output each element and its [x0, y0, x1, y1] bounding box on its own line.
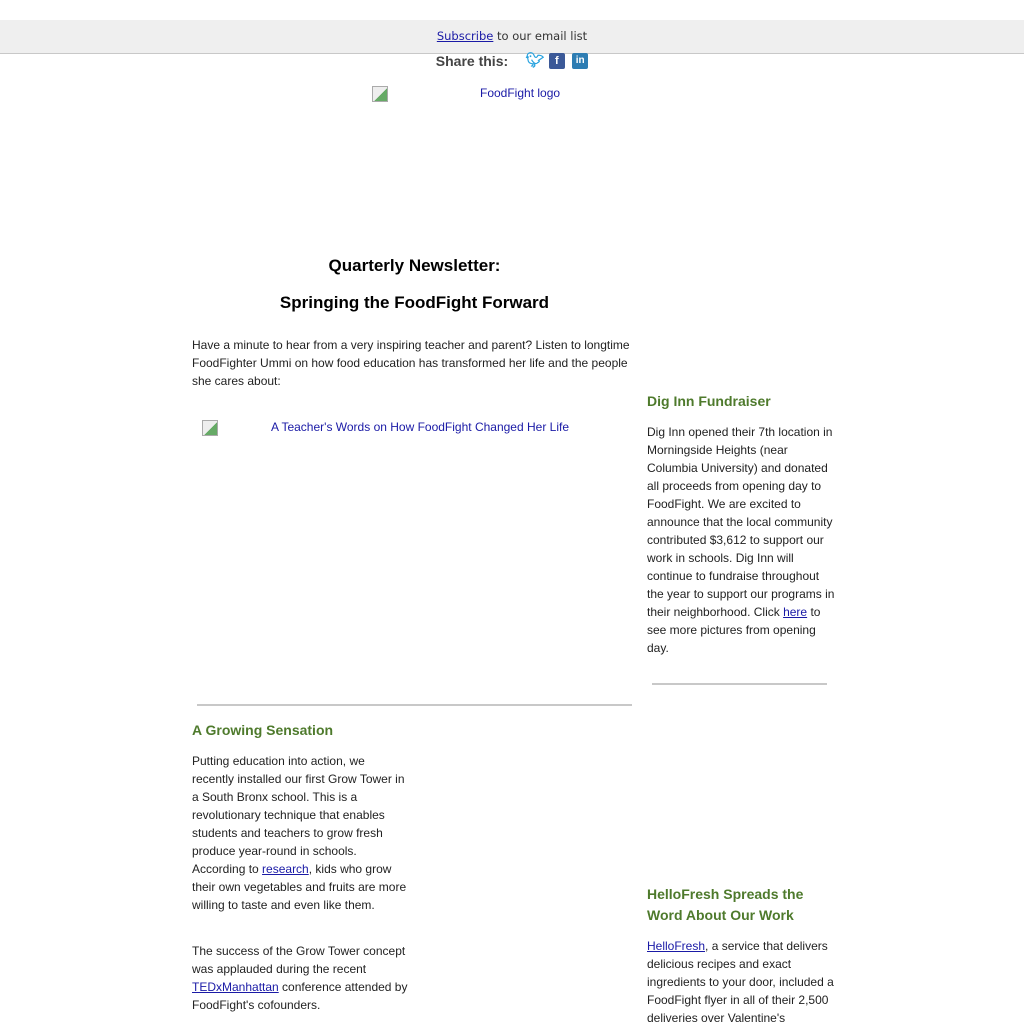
- hellofresh-heading: HelloFresh Spreads the Word About Our Work: [647, 886, 804, 923]
- video-image-link[interactable]: [202, 420, 602, 436]
- dig-inn-heading: Dig Inn Fundraiser: [647, 393, 771, 409]
- dig-inn-text-after: to see more pictures from opening day.: [647, 605, 821, 655]
- broken-image-icon: [372, 86, 388, 102]
- logo-image: [372, 86, 572, 102]
- share-bar: [0, 53, 1024, 75]
- logo-alt-text: FoodFight logo: [480, 86, 561, 101]
- divider: [197, 704, 632, 706]
- text: The success of the Grow Tower concept was applauded during the recent: [192, 944, 406, 976]
- subscribe-text: to our email list: [493, 29, 588, 43]
- linkedin-icon[interactable]: in: [572, 53, 588, 69]
- text: , a service that delivers delicious recipes and exact ingredients to your door, included a FoodFight flyer in all of their 2,500 deliveries over Valentine's: [647, 939, 834, 1025]
- growing-paragraph-1: [192, 752, 409, 914]
- tedx-link[interactable]: TEDxManhattan: [192, 980, 279, 994]
- text: conference attended by FoodFight's cofounders.: [192, 980, 408, 1012]
- hellofresh-paragraph: [647, 937, 835, 1027]
- hellofresh-link[interactable]: HelloFresh: [647, 939, 706, 953]
- dig-inn-text: Dig Inn opened their 7th location in Morningside Heights (near Columbia University) and donated all proceeds from opening day to FoodFight. We are excited to announce that the local community contributed $3,612 to support our work in schools. Dig Inn will continue to fundraise throughout the year to support our programs in their neighborhood. Click: [647, 425, 835, 619]
- divider: [652, 683, 827, 685]
- subscribe-bar: [0, 20, 1024, 54]
- broken-image-icon: [202, 420, 218, 436]
- dig-inn-paragraph: [647, 423, 835, 657]
- facebook-icon[interactable]: f: [549, 53, 565, 69]
- twitter-icon[interactable]: 🐦︎: [525, 52, 545, 69]
- newsletter-title: Quarterly Newsletter:: [328, 256, 501, 275]
- text: Putting education into action, we recently installed our first Grow Tower in a South Bronx school. This is a revolutionary technique that enables students and teachers to grow fresh produce year-round in schools. According to: [192, 754, 405, 876]
- intro-paragraph: Have a minute to hear from a very inspiring teacher and parent? Listen to longtime FoodFighter Ummi on how food education has transformed her life and the people she cares about:: [192, 338, 630, 388]
- subscribe-link[interactable]: Subscribe: [436, 29, 494, 43]
- here-link[interactable]: here: [783, 605, 808, 619]
- research-link[interactable]: research: [262, 862, 309, 876]
- newsletter-subtitle: Springing the FoodFight Forward: [279, 293, 550, 312]
- video-alt-text[interactable]: A Teacher's Words on How FoodFight Changed Her Life: [271, 420, 570, 435]
- share-label: Share this:: [435, 53, 509, 69]
- growing-heading: A Growing Sensation: [192, 722, 334, 738]
- text: , kids who grow their own vegetables and fruits are more willing to taste and even like them.: [192, 862, 407, 912]
- growing-paragraph-2: [192, 942, 409, 1014]
